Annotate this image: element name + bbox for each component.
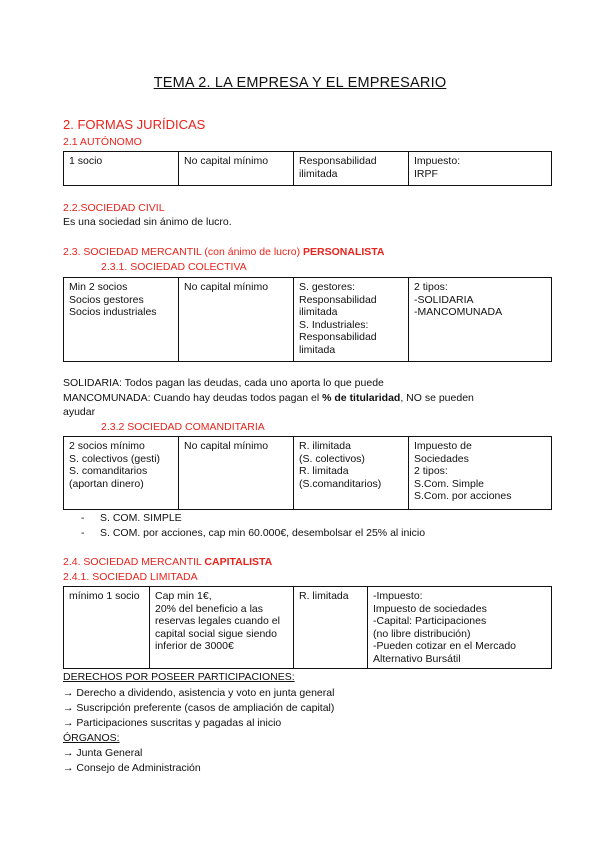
table-cell: No capital mínimo bbox=[179, 152, 294, 186]
table-cell: -Impuesto: Impuesto de sociedades -Capital: Participaciones (no libre distribución) -Pueden cotizar en el Mercado Alternativo Bursátil bbox=[368, 587, 552, 669]
bullet-marker: - bbox=[81, 527, 85, 539]
list-item: S. COM. por acciones, cap min 60.000€, desembolsar el 25% al inicio bbox=[100, 527, 426, 539]
table-sociedad-colectiva bbox=[63, 277, 552, 362]
table-cell: 1 socio bbox=[64, 152, 179, 186]
list-item: → Participaciones suscritas y pagadas al inicio bbox=[63, 717, 282, 729]
table-autonomo bbox=[63, 151, 552, 186]
list-item: S. COM. SIMPLE bbox=[100, 512, 182, 524]
table-cell: Responsabilidad ilimitada bbox=[294, 152, 409, 186]
subheading-sociedad-civil: 2.2.SOCIEDAD CIVIL bbox=[63, 202, 165, 214]
table-cell: S. gestores: Responsabilidad ilimitada S. Industriales: Responsabilidad limitada bbox=[294, 278, 409, 362]
table-cell: No capital mínimo bbox=[179, 437, 294, 510]
table-row bbox=[64, 278, 552, 362]
mancomunada-definition: MANCOMUNADA: Cuando hay deudas todos pagan el % de titularidad, NO se pueden bbox=[63, 392, 474, 404]
page-title: TEMA 2. LA EMPRESA Y EL EMPRESARIO bbox=[153, 75, 447, 91]
table-cell: R. ilimitada (S. colectivos) R. limitada (S.comanditarios) bbox=[294, 437, 409, 510]
table-cell: No capital mínimo bbox=[179, 278, 294, 362]
table-cell: mínimo 1 socio bbox=[64, 587, 150, 669]
table-cell: 2 tipos: -SOLIDARIA -MANCOMUNADA bbox=[409, 278, 552, 362]
subheading-sociedad-limitada: 2.4.1. SOCIEDAD LIMITADA bbox=[63, 571, 198, 583]
table-row bbox=[64, 587, 552, 669]
list-item: → Junta General bbox=[63, 747, 143, 759]
table-sociedad-limitada bbox=[63, 586, 552, 669]
subheading-sociedad-comanditaria: 2.3.2 SOCIEDAD COMANDITARIA bbox=[101, 421, 265, 433]
table-sociedad-comanditaria bbox=[63, 436, 552, 510]
mancomunada-definition-continued: ayudar bbox=[63, 406, 96, 418]
table-cell: R. limitada bbox=[294, 587, 368, 669]
table-cell: 2 socios mínimo S. colectivos (gesti) S. comanditarios (aportan dinero) bbox=[64, 437, 179, 510]
subheading-autonomo: 2.1 AUTÓNOMO bbox=[63, 136, 142, 148]
civil-description: Es una sociedad sin ánimo de lucro. bbox=[63, 216, 232, 228]
table-cell: Impuesto: IRPF bbox=[409, 152, 552, 186]
derechos-heading: DERECHOS POR POSEER PARTICIPACIONES: bbox=[63, 671, 295, 683]
table-cell: Impuesto de Sociedades 2 tipos: S.Com. Simple S.Com. por acciones bbox=[409, 437, 552, 510]
subheading-mercantil-personalista: 2.3. SOCIEDAD MERCANTIL (con ánimo de lucro) PERSONALISTA bbox=[63, 246, 385, 258]
solidaria-definition: SOLIDARIA: Todos pagan las deudas, cada uno aporta lo que puede bbox=[63, 377, 384, 389]
list-item: → Derecho a dividendo, asistencia y voto en junta general bbox=[63, 687, 335, 699]
list-item: → Suscripción preferente (casos de ampliación de capital) bbox=[63, 702, 335, 714]
table-row bbox=[64, 152, 552, 186]
table-row bbox=[64, 437, 552, 510]
bullet-marker: - bbox=[81, 512, 85, 524]
table-cell: Min 2 socios Socios gestores Socios industriales bbox=[64, 278, 179, 362]
organos-heading: ÓRGANOS: bbox=[63, 732, 120, 744]
list-item: → Consejo de Administración bbox=[63, 762, 201, 774]
subheading-sociedad-colectiva: 2.3.1. SOCIEDAD COLECTIVA bbox=[101, 261, 247, 273]
section-heading-formas-juridicas: 2. FORMAS JURÍDICAS bbox=[63, 117, 206, 132]
table-cell: Cap min 1€, 20% del beneficio a las reservas legales cuando el capital social sigue siendo inferior de 3000€ bbox=[150, 587, 294, 669]
subheading-mercantil-capitalista: 2.4. SOCIEDAD MERCANTIL CAPITALISTA bbox=[63, 556, 273, 568]
